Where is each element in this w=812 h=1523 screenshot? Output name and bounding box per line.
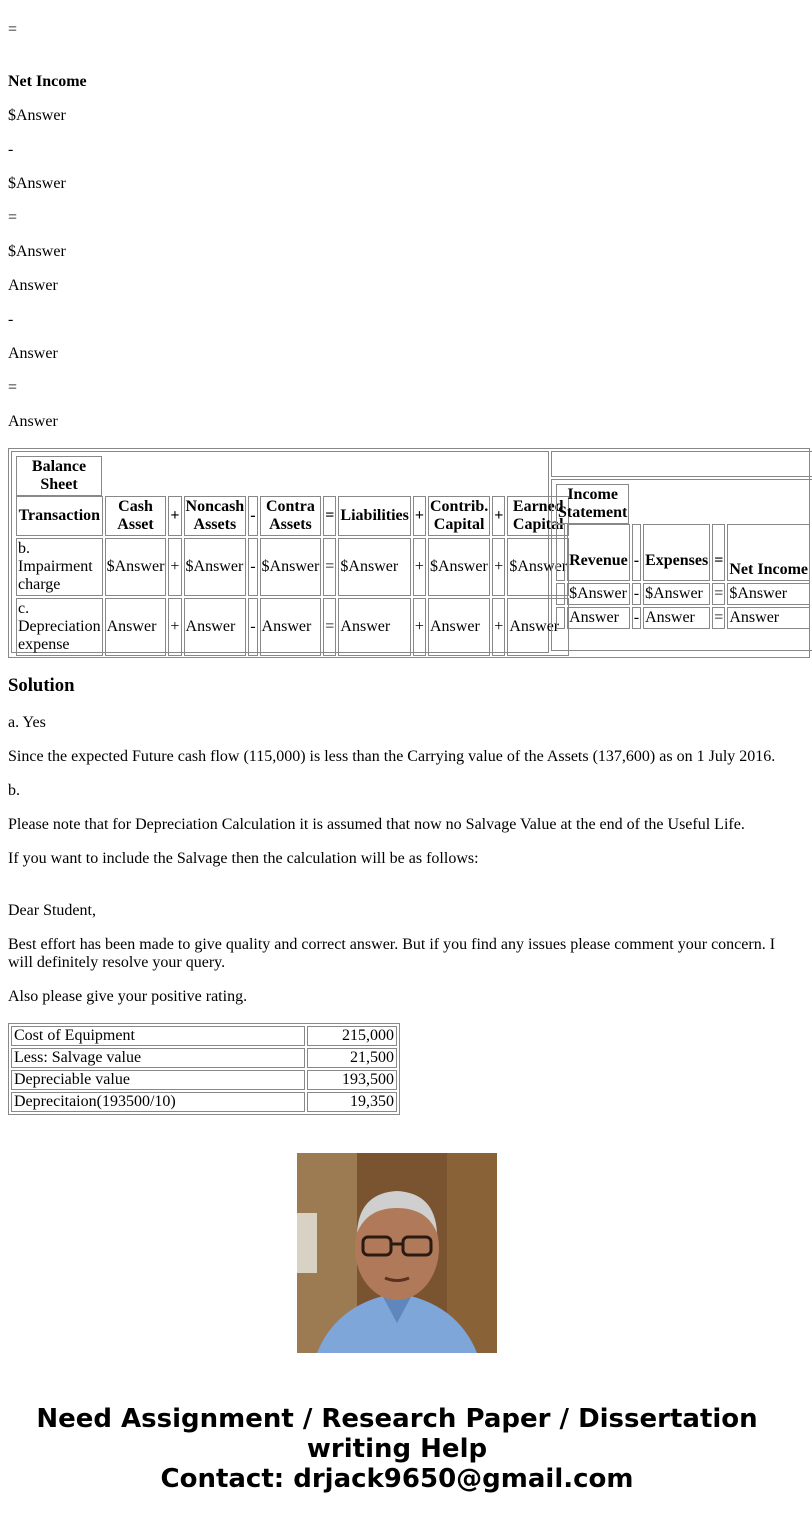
answer-field[interactable]: Answer (8, 277, 58, 294)
salvage-intro: If you want to include the Salvage then the calculation will be as follows: (8, 850, 479, 867)
answer-field[interactable]: Answer (260, 598, 322, 656)
operator: - (632, 607, 641, 629)
answer-field[interactable]: Answer (643, 607, 710, 629)
help-banner (0, 1404, 794, 1494)
table-row (11, 1048, 397, 1068)
operator: + (413, 538, 426, 596)
operator: - (632, 524, 641, 581)
transaction-label: b. Impairment charge (16, 538, 103, 596)
column-header: Earned Capital (507, 496, 569, 536)
balance-sheet-table (14, 454, 104, 498)
answer-field[interactable]: $Answer (507, 538, 569, 596)
banner-line: Need Assignment / Research Paper / Dissertation (36, 1404, 758, 1434)
equals-sign: = (8, 209, 18, 226)
balance-sheet-grid (14, 494, 571, 658)
author-portrait-icon (297, 1153, 497, 1353)
calc-value: 21,500 (307, 1048, 397, 1068)
operator: = (323, 598, 336, 656)
column-header: Cash Asset (105, 496, 167, 536)
operator: + (168, 538, 181, 596)
calc-label: Deprecitaion(193500/10) (11, 1092, 305, 1112)
income-statement-panel (551, 451, 808, 651)
answer-field[interactable]: $Answer (643, 583, 710, 605)
operator: + (413, 496, 426, 536)
answer-field[interactable]: $Answer (428, 538, 490, 596)
answer-field[interactable]: Answer (184, 598, 247, 656)
answer-field[interactable]: $Answer (105, 538, 167, 596)
operator: = (712, 607, 725, 629)
income-statement-header-band (551, 451, 812, 477)
income-statement-body (551, 479, 812, 651)
income-statement-grid (554, 522, 812, 631)
answer-field[interactable]: Answer (567, 607, 630, 629)
effort-paragraph: Best effort has been made to give quality and correct answer. But if you find any issues please comment your concern. I will definitely resolve your query. (8, 936, 776, 971)
calc-label: Less: Salvage value (11, 1048, 305, 1068)
greeting: Dear Student, (8, 902, 96, 919)
table-row (16, 538, 569, 596)
operator: = (323, 538, 336, 596)
depreciation-note: Please note that for Depreciation Calculation it is assumed that now no Salvage Value at the end of the Useful Life. (8, 816, 745, 833)
income-statement-title-table (554, 482, 631, 526)
answer-b: b. (8, 782, 20, 799)
minus-sign: - (8, 311, 14, 328)
answer-field[interactable]: Answer (727, 607, 810, 629)
calc-label: Depreciable value (11, 1070, 305, 1090)
answer-field[interactable]: $Answer (184, 538, 247, 596)
balance-sheet-panel (11, 451, 568, 653)
answer-field[interactable]: $Answer (727, 583, 810, 605)
equals-sign: = (8, 379, 18, 396)
column-header: Contrib. Capital (428, 496, 490, 536)
answer-a-reason: Since the expected Future cash flow (115,000) is less than the Carrying value of the Assets (137,600) as on 1 July 2016. (8, 748, 776, 765)
income-statement-title: Income Statement (556, 484, 629, 524)
answer-field[interactable]: Answer (8, 345, 58, 362)
operator: - (632, 583, 641, 605)
answer-field[interactable]: $Answer (8, 175, 66, 192)
column-header: Expenses (643, 524, 710, 581)
answer-field[interactable]: Answer (428, 598, 490, 656)
answer-field[interactable]: $Answer (260, 538, 322, 596)
blank-cell (556, 524, 565, 581)
column-header: Revenue (567, 524, 630, 581)
operator: = (712, 524, 725, 581)
answer-field[interactable]: Answer (507, 598, 569, 656)
table-row (556, 607, 810, 629)
net-income-label: Net Income (8, 73, 87, 90)
answer-field[interactable]: $Answer (338, 538, 410, 596)
operator: + (492, 598, 505, 656)
operator: + (492, 496, 505, 536)
effects-table-container (8, 448, 810, 658)
blank-cell (556, 583, 565, 605)
operator: = (323, 496, 336, 536)
balance-sheet-title: Balance Sheet (16, 456, 102, 496)
transaction-label: c. Depreciation expense (16, 598, 103, 656)
operator: + (168, 598, 181, 656)
operator: - (248, 496, 257, 536)
table-row (16, 598, 569, 656)
table-row (11, 1070, 397, 1090)
solution-heading: Solution (8, 675, 75, 696)
answer-field[interactable]: $Answer (567, 583, 630, 605)
answer-field[interactable]: $Answer (8, 243, 66, 260)
rating-request: Also please give your positive rating. (8, 988, 248, 1005)
answer-a: a. Yes (8, 714, 46, 731)
answer-field[interactable]: Answer (105, 598, 167, 656)
operator: - (248, 538, 257, 596)
minus-sign: - (8, 141, 14, 158)
operator: + (168, 496, 181, 536)
salvage-calculation-table (8, 1023, 400, 1115)
column-header: Net Income (727, 524, 810, 581)
banner-line: writing Help (306, 1434, 488, 1464)
column-header: Liabilities (338, 496, 410, 536)
calc-value: 215,000 (307, 1026, 397, 1046)
column-header: Contra Assets (260, 496, 322, 536)
operator: + (413, 598, 426, 656)
table-row (556, 583, 810, 605)
column-header: Transaction (16, 496, 103, 536)
operator: - (248, 598, 257, 656)
answer-field[interactable]: $Answer (8, 107, 66, 124)
equals-sign: = (8, 21, 18, 38)
table-row (11, 1026, 397, 1046)
table-row (11, 1092, 397, 1112)
operator: + (492, 538, 505, 596)
answer-field[interactable]: Answer (338, 598, 410, 656)
calc-value: 193,500 (307, 1070, 397, 1090)
calc-value: 19,350 (307, 1092, 397, 1112)
calc-label: Cost of Equipment (11, 1026, 305, 1046)
answer-field[interactable]: Answer (8, 413, 58, 430)
banner-contact[interactable]: Contact: drjack9650@gmail.com (160, 1464, 634, 1494)
blank-cell (556, 607, 565, 629)
operator: = (712, 583, 725, 605)
author-avatar (297, 1153, 497, 1353)
column-header: Noncash Assets (184, 496, 247, 536)
